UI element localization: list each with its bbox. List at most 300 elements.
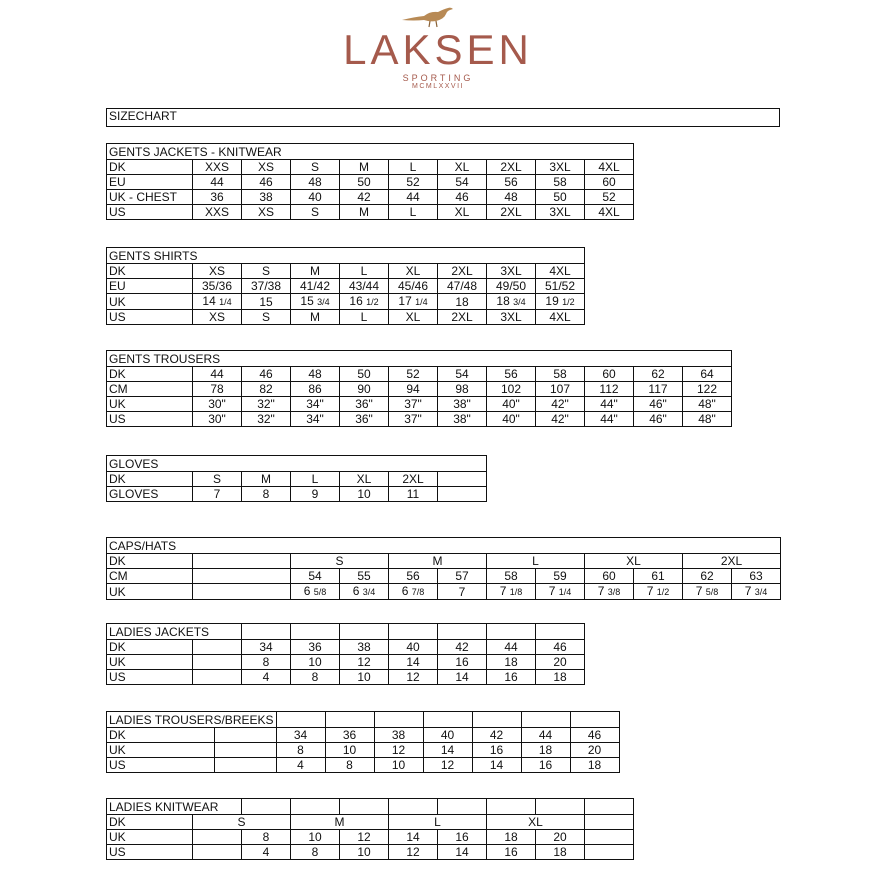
table-row: [107, 569, 781, 584]
table-cell: 18: [438, 294, 487, 310]
table-cell: XL: [389, 264, 438, 279]
table-cell: 10: [291, 655, 340, 670]
table-cell: 51/52: [536, 279, 585, 294]
table-cell: 19 1/2: [536, 294, 585, 310]
table-cell: 16: [438, 655, 487, 670]
empty-cell: [193, 569, 291, 584]
table-cell: 38: [374, 728, 423, 743]
table-cell: 117: [634, 382, 683, 397]
table-cell: 50: [536, 190, 585, 205]
row-label: EU: [107, 175, 193, 190]
table-cell: 2XL: [389, 472, 438, 487]
table-row: [107, 655, 585, 670]
table-row: [107, 310, 585, 325]
empty-cell: [570, 712, 619, 728]
table-cell: 7 1/8: [487, 584, 536, 600]
table-cell: XXS: [193, 160, 242, 175]
table-cell: 7 5/8: [683, 584, 732, 600]
table-cell: [585, 845, 634, 860]
size-header: L: [389, 815, 487, 830]
row-label: US: [107, 758, 215, 773]
size-header: XL: [585, 554, 683, 569]
table-cell: L: [291, 472, 340, 487]
table-cell: 63: [732, 569, 781, 584]
empty-cell: [242, 624, 291, 640]
table-cell: [214, 758, 276, 773]
row-label: DK: [107, 264, 193, 279]
size-table-3: [106, 350, 732, 427]
table-cell: 6 7/8: [389, 584, 438, 600]
row-label: CM: [107, 382, 193, 397]
table-cell: M: [291, 264, 340, 279]
row-label: US: [107, 412, 193, 427]
table-row: [107, 640, 585, 655]
table-cell: [438, 472, 487, 487]
table-cell: [193, 845, 242, 860]
table-cell: 38": [438, 397, 487, 412]
table-row: [107, 487, 487, 502]
row-label: UK: [107, 830, 193, 845]
table-cell: 10: [340, 670, 389, 685]
size-table-2: [106, 247, 585, 325]
table-cell: 14: [423, 743, 472, 758]
empty-cell: [487, 624, 536, 640]
table-cell: XS: [193, 310, 242, 325]
table-cell: 36: [193, 190, 242, 205]
table-cell: 35/36: [193, 279, 242, 294]
table-cell: 18: [521, 743, 570, 758]
table-cell: 46: [242, 175, 291, 190]
table-cell: 42": [536, 412, 585, 427]
table-cell: 48": [683, 412, 732, 427]
table-row: [107, 472, 487, 487]
table-cell: 90: [340, 382, 389, 397]
row-label: US: [107, 670, 193, 685]
size-header: XL: [487, 815, 585, 830]
table-cell: 16 1/2: [340, 294, 389, 310]
table-row: [107, 175, 634, 190]
table-cell: L: [389, 205, 438, 220]
table-title-row: [107, 624, 585, 640]
table-cell: 7 1/4: [536, 584, 585, 600]
table-cell: 38": [438, 412, 487, 427]
table-cell: 37": [389, 397, 438, 412]
table-cell: 11: [389, 487, 438, 502]
empty-cell: [536, 624, 585, 640]
table-cell: 46: [536, 640, 585, 655]
empty-cell: [521, 712, 570, 728]
table-cell: 62: [683, 569, 732, 584]
empty-cell: [374, 712, 423, 728]
table-cell: 40: [291, 190, 340, 205]
table-cell: 12: [423, 758, 472, 773]
table-cell: 8: [276, 743, 325, 758]
table-cell: 34": [291, 412, 340, 427]
table-cell: 36": [340, 412, 389, 427]
size-table-4: [106, 455, 487, 502]
row-label: UK: [107, 294, 193, 310]
size-header: M: [291, 815, 389, 830]
table-cell: 10: [340, 487, 389, 502]
table-cell: 7 3/8: [585, 584, 634, 600]
brand-year: MCMLXXVII: [411, 83, 464, 90]
row-label: CM: [107, 569, 193, 584]
table-cell: 20: [570, 743, 619, 758]
table-cell: 3XL: [487, 264, 536, 279]
row-label: DK: [107, 472, 193, 487]
table-cell: 12: [374, 743, 423, 758]
table-row: [107, 584, 781, 600]
row-label: DK: [107, 554, 193, 569]
table-cell: 30": [193, 412, 242, 427]
sizechart-title: SIZECHART: [106, 108, 780, 127]
table-cell: 98: [438, 382, 487, 397]
table-cell: 4: [242, 670, 291, 685]
table-cell: 46: [570, 728, 619, 743]
table-cell: 40: [389, 640, 438, 655]
table-cell: 18: [570, 758, 619, 773]
table-cell: 32": [242, 412, 291, 427]
size-header: 2XL: [683, 554, 781, 569]
table-title-row: [107, 351, 732, 367]
table-row: [107, 397, 732, 412]
table-cell: 44": [585, 412, 634, 427]
table-cell: 45/46: [389, 279, 438, 294]
table-cell: 18: [536, 845, 585, 860]
empty-cell: [472, 712, 521, 728]
empty-cell: [340, 799, 389, 815]
table-cell: 8: [242, 830, 291, 845]
table-cell: 16: [487, 845, 536, 860]
table-cell: 44": [585, 397, 634, 412]
table-row: [107, 190, 634, 205]
table-cell: 2XL: [487, 160, 536, 175]
table-cell: 44: [521, 728, 570, 743]
table-title-row: [107, 456, 487, 472]
table-cell: 52: [389, 367, 438, 382]
table-cell: 8: [291, 670, 340, 685]
table-cell: 44: [193, 367, 242, 382]
empty-cell: [193, 554, 291, 569]
table-cell: 44: [487, 640, 536, 655]
table-cell: 6 5/8: [291, 584, 340, 600]
table-cell: 6 3/4: [340, 584, 389, 600]
empty-cell: [585, 799, 634, 815]
table-cell: XL: [389, 310, 438, 325]
table-cell: 58: [536, 175, 585, 190]
row-label: EU: [107, 279, 193, 294]
table-cell: 55: [340, 569, 389, 584]
table-title: GENTS TROUSERS: [107, 351, 732, 367]
table-title-row: [107, 248, 585, 264]
table-cell: XXS: [193, 205, 242, 220]
row-label: DK: [107, 160, 193, 175]
table-cell: 18: [536, 670, 585, 685]
table-cell: 12: [389, 670, 438, 685]
table-cell: 47/48: [438, 279, 487, 294]
table-cell: 56: [389, 569, 438, 584]
table-cell: [193, 830, 242, 845]
row-label: UK: [107, 655, 193, 670]
table-cell: 37": [389, 412, 438, 427]
brand-logo: [0, 0, 886, 100]
table-cell: 4XL: [585, 160, 634, 175]
table-cell: 50: [340, 175, 389, 190]
table-title: CAPS/HATS: [107, 538, 781, 554]
table-cell: 7: [438, 584, 487, 600]
table-cell: 12: [340, 655, 389, 670]
table-cell: 36: [325, 728, 374, 743]
empty-cell: [242, 799, 291, 815]
table-cell: 16: [487, 670, 536, 685]
table-cell: [193, 640, 242, 655]
brand-subtitle: SPORTING: [402, 73, 474, 83]
table-cell: 42: [438, 640, 487, 655]
table-row: [107, 205, 634, 220]
table-cell: 86: [291, 382, 340, 397]
table-cell: 14: [472, 758, 521, 773]
table-cell: 61: [634, 569, 683, 584]
table-cell: [438, 487, 487, 502]
size-header: L: [487, 554, 585, 569]
table-cell: 34: [242, 640, 291, 655]
table-row: [107, 845, 634, 860]
table-cell: [214, 728, 276, 743]
brand-name: LAKSEN: [343, 26, 533, 73]
row-label: GLOVES: [107, 487, 193, 502]
table-cell: 2XL: [438, 310, 487, 325]
row-label: DK: [107, 640, 193, 655]
table-title-row: [107, 144, 634, 160]
row-label: US: [107, 845, 193, 860]
table-cell: 18 3/4: [487, 294, 536, 310]
table-cell: 48: [291, 175, 340, 190]
empty-cell: [340, 624, 389, 640]
table-row: [107, 382, 732, 397]
table-cell: 60: [585, 367, 634, 382]
table-cell: 8: [242, 487, 291, 502]
table-cell: 42: [340, 190, 389, 205]
size-table-8: [106, 798, 634, 860]
size-table-5: [106, 537, 781, 600]
table-cell: 40": [487, 412, 536, 427]
table-cell: 10: [340, 845, 389, 860]
table-cell: 78: [193, 382, 242, 397]
table-cell: 4: [242, 845, 291, 860]
empty-cell: [438, 624, 487, 640]
size-header: M: [389, 554, 487, 569]
table-cell: 60: [585, 175, 634, 190]
table-row: [107, 670, 585, 685]
table-cell: 15 3/4: [291, 294, 340, 310]
empty-cell: [487, 799, 536, 815]
table-cell: [193, 655, 242, 670]
table-row: [107, 264, 585, 279]
table-cell: S: [242, 264, 291, 279]
table-cell: 112: [585, 382, 634, 397]
table-cell: XS: [242, 160, 291, 175]
table-row: [107, 830, 634, 845]
table-cell: 20: [536, 830, 585, 845]
table-cell: 40: [423, 728, 472, 743]
table-row: [107, 279, 585, 294]
empty-cell: [438, 799, 487, 815]
table-cell: 2XL: [487, 205, 536, 220]
table-cell: [585, 830, 634, 845]
table-cell: 2XL: [438, 264, 487, 279]
table-cell: 10: [291, 830, 340, 845]
table-cell: 44: [193, 175, 242, 190]
table-cell: 9: [291, 487, 340, 502]
table-cell: 4XL: [585, 205, 634, 220]
table-cell: 40": [487, 397, 536, 412]
size-header: S: [193, 815, 291, 830]
table-cell: 42": [536, 397, 585, 412]
row-label: DK: [107, 728, 215, 743]
table-cell: L: [389, 160, 438, 175]
table-cell: 46": [634, 397, 683, 412]
table-cell: 20: [536, 655, 585, 670]
row-label: US: [107, 205, 193, 220]
table-cell: 4XL: [536, 264, 585, 279]
table-cell: 4XL: [536, 310, 585, 325]
table-cell: 58: [536, 367, 585, 382]
table-cell: 54: [438, 367, 487, 382]
table-cell: 41/42: [291, 279, 340, 294]
row-label: UK: [107, 743, 215, 758]
table-cell: 3XL: [536, 160, 585, 175]
table-cell: 58: [487, 569, 536, 584]
empty-cell: [585, 815, 634, 830]
table-cell: XS: [242, 205, 291, 220]
table-row: [107, 160, 634, 175]
row-label: DK: [107, 815, 193, 830]
table-title: GENTS JACKETS - KNITWEAR: [107, 144, 634, 160]
table-cell: 34: [276, 728, 325, 743]
size-table-1: [106, 143, 634, 220]
empty-cell: [389, 799, 438, 815]
table-cell: 4: [276, 758, 325, 773]
table-cell: 94: [389, 382, 438, 397]
table-cell: 14 1/4: [193, 294, 242, 310]
table-cell: [193, 670, 242, 685]
table-cell: 12: [389, 845, 438, 860]
table-row: [107, 728, 620, 743]
table-cell: 44: [389, 190, 438, 205]
row-label: US: [107, 310, 193, 325]
table-cell: 18: [487, 830, 536, 845]
table-cell: XS: [193, 264, 242, 279]
table-cell: 46: [242, 367, 291, 382]
table-row: [107, 758, 620, 773]
table-cell: 16: [472, 743, 521, 758]
table-cell: S: [291, 205, 340, 220]
table-cell: XL: [438, 205, 487, 220]
size-table-6: [106, 623, 585, 685]
table-cell: 48: [291, 367, 340, 382]
table-cell: 36": [340, 397, 389, 412]
table-row: [107, 743, 620, 758]
table-cell: 56: [487, 367, 536, 382]
table-cell: M: [291, 310, 340, 325]
table-cell: 16: [521, 758, 570, 773]
table-cell: 30": [193, 397, 242, 412]
table-cell: 16: [438, 830, 487, 845]
table-cell: 17 1/4: [389, 294, 438, 310]
table-cell: 14: [438, 670, 487, 685]
table-row: [107, 554, 781, 569]
table-title: GENTS SHIRTS: [107, 248, 585, 264]
table-cell: 57: [438, 569, 487, 584]
table-cell: 38: [340, 640, 389, 655]
table-cell: 59: [536, 569, 585, 584]
table-cell: [214, 743, 276, 758]
table-cell: 43/44: [340, 279, 389, 294]
table-cell: M: [340, 160, 389, 175]
table-row: [107, 367, 732, 382]
table-cell: 46: [438, 190, 487, 205]
table-cell: 60: [585, 569, 634, 584]
table-cell: S: [291, 160, 340, 175]
table-title-row: [107, 799, 634, 815]
table-cell: 10: [325, 743, 374, 758]
table-cell: 34": [291, 397, 340, 412]
table-cell: 32": [242, 397, 291, 412]
table-row: [107, 815, 634, 830]
empty-cell: [291, 799, 340, 815]
table-cell: 102: [487, 382, 536, 397]
table-title-row: [107, 712, 620, 728]
size-header: S: [291, 554, 389, 569]
table-cell: 107: [536, 382, 585, 397]
table-cell: 7 3/4: [732, 584, 781, 600]
table-cell: M: [340, 205, 389, 220]
table-cell: 48: [487, 190, 536, 205]
table-cell: S: [193, 472, 242, 487]
empty-cell: [536, 799, 585, 815]
table-cell: 52: [585, 190, 634, 205]
table-cell: 8: [325, 758, 374, 773]
row-label: DK: [107, 367, 193, 382]
table-cell: 82: [242, 382, 291, 397]
size-table-7: [106, 711, 620, 773]
table-cell: 56: [487, 175, 536, 190]
table-cell: 14: [438, 845, 487, 860]
table-cell: XL: [340, 472, 389, 487]
table-cell: L: [340, 264, 389, 279]
table-title-row: [107, 538, 781, 554]
empty-cell: [389, 624, 438, 640]
table-cell: 3XL: [487, 310, 536, 325]
table-cell: 54: [438, 175, 487, 190]
table-title: LADIES TROUSERS/BREEKS: [107, 712, 277, 728]
table-cell: 7 1/2: [634, 584, 683, 600]
table-cell: 62: [634, 367, 683, 382]
table-cell: 12: [340, 830, 389, 845]
empty-cell: [423, 712, 472, 728]
table-cell: 48": [683, 397, 732, 412]
row-label: UK - CHEST: [107, 190, 193, 205]
table-cell: 50: [340, 367, 389, 382]
table-cell: S: [242, 310, 291, 325]
table-cell: 8: [291, 845, 340, 860]
table-cell: XL: [438, 160, 487, 175]
table-cell: 54: [291, 569, 340, 584]
table-title: LADIES JACKETS: [107, 624, 242, 640]
table-cell: L: [340, 310, 389, 325]
empty-cell: [193, 584, 291, 600]
table-cell: 36: [291, 640, 340, 655]
